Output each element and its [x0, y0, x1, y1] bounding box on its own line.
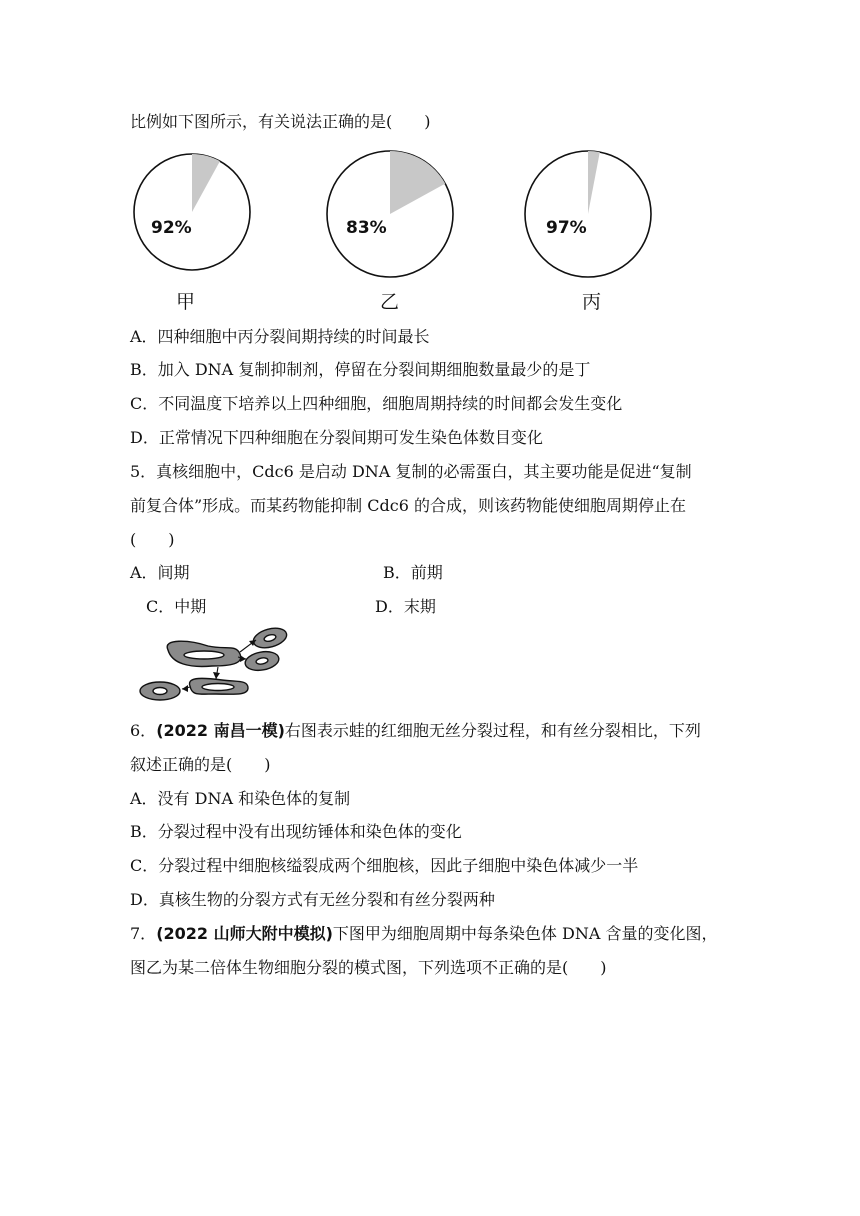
q6-option-a: A．没有 DNA 和染色体的复制 [130, 789, 351, 808]
question-intro: 比例如下图所示，有关说法正确的是( ) [130, 112, 431, 131]
q4-option-b: B．加入 DNA 复制抑制剂，停留在分裂间期细胞数量最少的是丁 [130, 360, 591, 379]
q4-option-d: D．正常情况下四种细胞在分裂间期可发生染色体数目变化 [130, 428, 543, 447]
q5-option-a: A．间期 [130, 563, 190, 582]
pie-yi-label: 83% [346, 218, 387, 238]
q7-stem-line1 [130, 924, 717, 944]
q5-stem-line3: ( ) [130, 530, 175, 549]
q4-option-c: C．不同温度下培养以上四种细胞，细胞周期持续的时间都会发生变化 [130, 394, 623, 413]
q5-option-b: B．前期 [383, 563, 443, 582]
q6-stem-line2: 叙述正确的是( ) [130, 755, 271, 774]
pie-bing-caption: 丙 [582, 291, 602, 313]
q5-stem-line2: 前复合体”形成。而某药物能抑制 Cdc6 的合成，则该药物能使细胞周期停止在 [130, 496, 686, 515]
q6-stem-text: 右图表示蛙的红细胞无丝分裂过程，和有丝分裂相比，下列 [284, 721, 701, 740]
pie-bing-label: 97% [546, 218, 587, 238]
q5-stem-line1: 5．真核细胞中，Cdc6 是启动 DNA 复制的必需蛋白，其主要功能是促进“复制 [130, 462, 692, 481]
q6-option-b: B．分裂过程中没有出现纺锤体和染色体的变化 [130, 822, 462, 841]
q6-source: (2022 南昌一模) [156, 721, 285, 740]
q6-stem-line1 [130, 721, 701, 741]
q7-stem-text: 下图甲为细胞周期中每条染色体 DNA 含量的变化图， [332, 924, 718, 943]
pie-jia-caption: 甲 [176, 291, 196, 313]
pie-yi-caption: 乙 [380, 291, 400, 313]
q7-source: (2022 山师大附中模拟) [156, 924, 333, 943]
q6-number: 6． [130, 721, 157, 740]
q5-option-c: C．中期 [146, 597, 207, 616]
amitosis-figure [140, 625, 289, 700]
q6-option-d: D．真核生物的分裂方式有无丝分裂和有丝分裂两种 [130, 890, 495, 909]
q5-option-d: D．末期 [375, 597, 436, 616]
q7-number: 7． [130, 924, 157, 943]
q7-stem-line2: 图乙为某二倍体生物细胞分裂的模式图，下列选项不正确的是( ) [130, 958, 607, 977]
q6-option-c: C．分裂过程中细胞核缢裂成两个细胞核，因此子细胞中染色体减少一半 [130, 856, 639, 875]
q4-option-a: A．四种细胞中丙分裂间期持续的时间最长 [130, 327, 430, 346]
pie-jia-label: 92% [151, 218, 192, 238]
